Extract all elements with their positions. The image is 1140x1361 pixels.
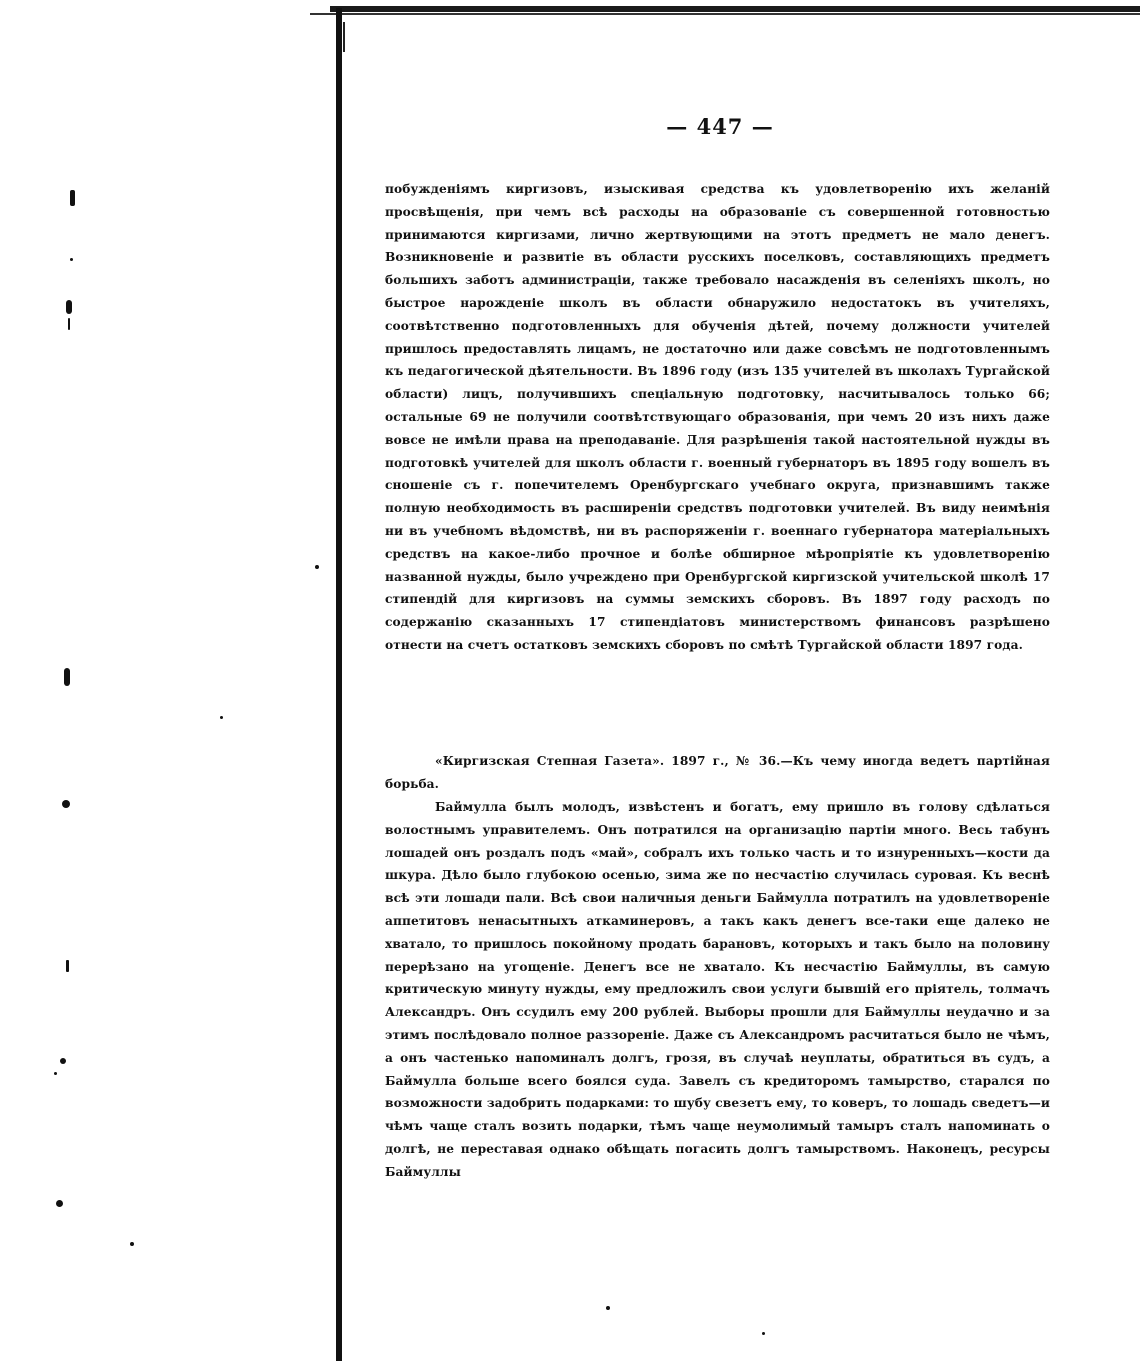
margin-mark: [56, 1200, 63, 1207]
margin-mark: [70, 258, 73, 261]
margin-mark: [70, 190, 75, 206]
margin-mark: [66, 960, 69, 972]
source-heading-text: «Киргизская Степная Газета». 1897 г., № 36.—Къ чему иногда ведетъ партійная борьба.: [385, 754, 1050, 791]
story-paragraph-text: Баймулла былъ молодъ, извѣстенъ и богатъ, ему пришло въ голову сдѣлаться волостнымъ управителемъ. Онъ потратился на организацію партіи много. Весь табунъ лошадей онъ роздалъ подъ «май», собралъ ихъ только часть и то изнуренныхъ—кости да шкура. Дѣло было глубокою осенью, зима же по несчастію случилась суровая. Къ веснѣ всѣ эти лошади пали. Всѣ свои наличныя деньги Баймулла потратилъ на удовлетвореніе аппетитовъ ненасытныхъ аткаминеровъ, а такъ какъ денегъ все-таки еще далеко не хватало, то пришлось покойному продать барановъ, которыхъ и такъ было на половину перерѣзано на угощеніе. Денегъ все не хватало. Къ несчастію Баймуллы, въ самую критическую минуту нужды, ему предложилъ свои услуги бывшій его пріятель, толмачъ Александръ. Онъ ссудилъ ему 200 рублей. Выборы прошли для Баймуллы неудачно и за этимъ послѣдовало полное раззореніе. Даже съ Александромъ расчитаться было не чѣмъ, а онъ частенько напоминалъ долгъ, грозя, въ случаѣ неуплаты, обратиться въ судъ, а Баймулла больше всего боялся суда. Завелъ съ кредиторомъ тамырство, старался по возможности задобрить подарками: то шубу свезетъ ему, то коверъ, то лошадь сведетъ—и чѣмъ чаще сталъ возить подарки, тѣмъ чаще неумолимый тамыръ сталъ напоминать о долгѣ, не переставая однако обѣщать погасить долгъ тамырствомъ. Наконецъ, ресурсы Баймуллы: [385, 800, 1050, 1179]
margin-mark: [315, 565, 319, 569]
margin-mark: [130, 1242, 134, 1246]
paragraph-text: побужденіямъ киргизовъ, изыскивая средства къ удовлетворенію ихъ желаній просвѣщенія, при чемъ всѣ расходы на образованіе съ совершенной готовностью принимаются киргизами, лично жертвующими на этотъ предметъ не мало денегъ. Возникновеніе и развитіе въ области русскихъ поселковъ, составляющихъ предметъ большихъ заботъ администраціи, также требовало насажденія въ селеніяхъ школъ, но быстрое нарожденіе школъ въ области обнаружило недостатокъ въ учителяхъ, соотвѣтственно подготовленныхъ для обученія дѣтей, почему должности учителей пришлось предоставлять лицамъ, не достаточно или даже совсѣмъ не подготовленнымъ къ педагогической дѣятельности. Въ 1896 году (изъ 135 учителей въ школахъ Тургайской области) лицъ, получившихъ спеціальную подготовку, насчитывалось только 66; остальные 69 не получили соотвѣтствующаго образованія, при чемъ 20 изъ нихъ даже вовсе не имѣли права на преподаваніе. Для разрѣшенія такой настоятельной нужды въ подготовкѣ учителей для школъ области г. военный губернаторъ въ 1895 году вошелъ въ сношеніе съ г. попечителемъ Оренбургскаго учебнаго округа, признавшимъ также полную необходимость въ расширеніи средствъ подготовки учителей. Въ виду неимѣнія ни въ учебномъ вѣдомствѣ, ни въ распоряженіи г. военнаго губернатора матеріальныхъ средствъ на какое-либо прочное и болѣе обширное мѣропріятіе къ удовлетворенію названной нужды, было учреждено при Оренбургской киргизской учительской школѣ 17 стипендій для киргизовъ на суммы земскихъ сборовъ. Въ 1897 году расходъ по содержанію сказанныхъ 17 стипендіатовъ министерствомъ финансовъ разрѣшено отнести на счетъ остатковъ земскихъ сборовъ по смѣтѣ Тургайской области 1897 года.: [385, 182, 1050, 652]
margin-mark: [62, 800, 70, 808]
margin-mark: [66, 300, 72, 314]
margin-mark: [68, 318, 70, 330]
margin-mark: [64, 668, 70, 686]
margin-mark: [54, 1072, 57, 1075]
page-number: — 447 —: [666, 114, 774, 139]
story-paragraph: [385, 796, 1050, 1184]
source-heading: [385, 750, 1050, 796]
margin-mark: [606, 1306, 610, 1310]
top-rule-thin: [310, 13, 1140, 15]
top-rule: [330, 6, 1140, 12]
paragraph-continued: [385, 178, 1050, 657]
binding-spine-inner: [343, 22, 345, 52]
margin-mark: [762, 1332, 765, 1335]
margin-mark: [60, 1058, 66, 1064]
binding-spine: [336, 8, 342, 1361]
margin-mark: [220, 716, 223, 719]
